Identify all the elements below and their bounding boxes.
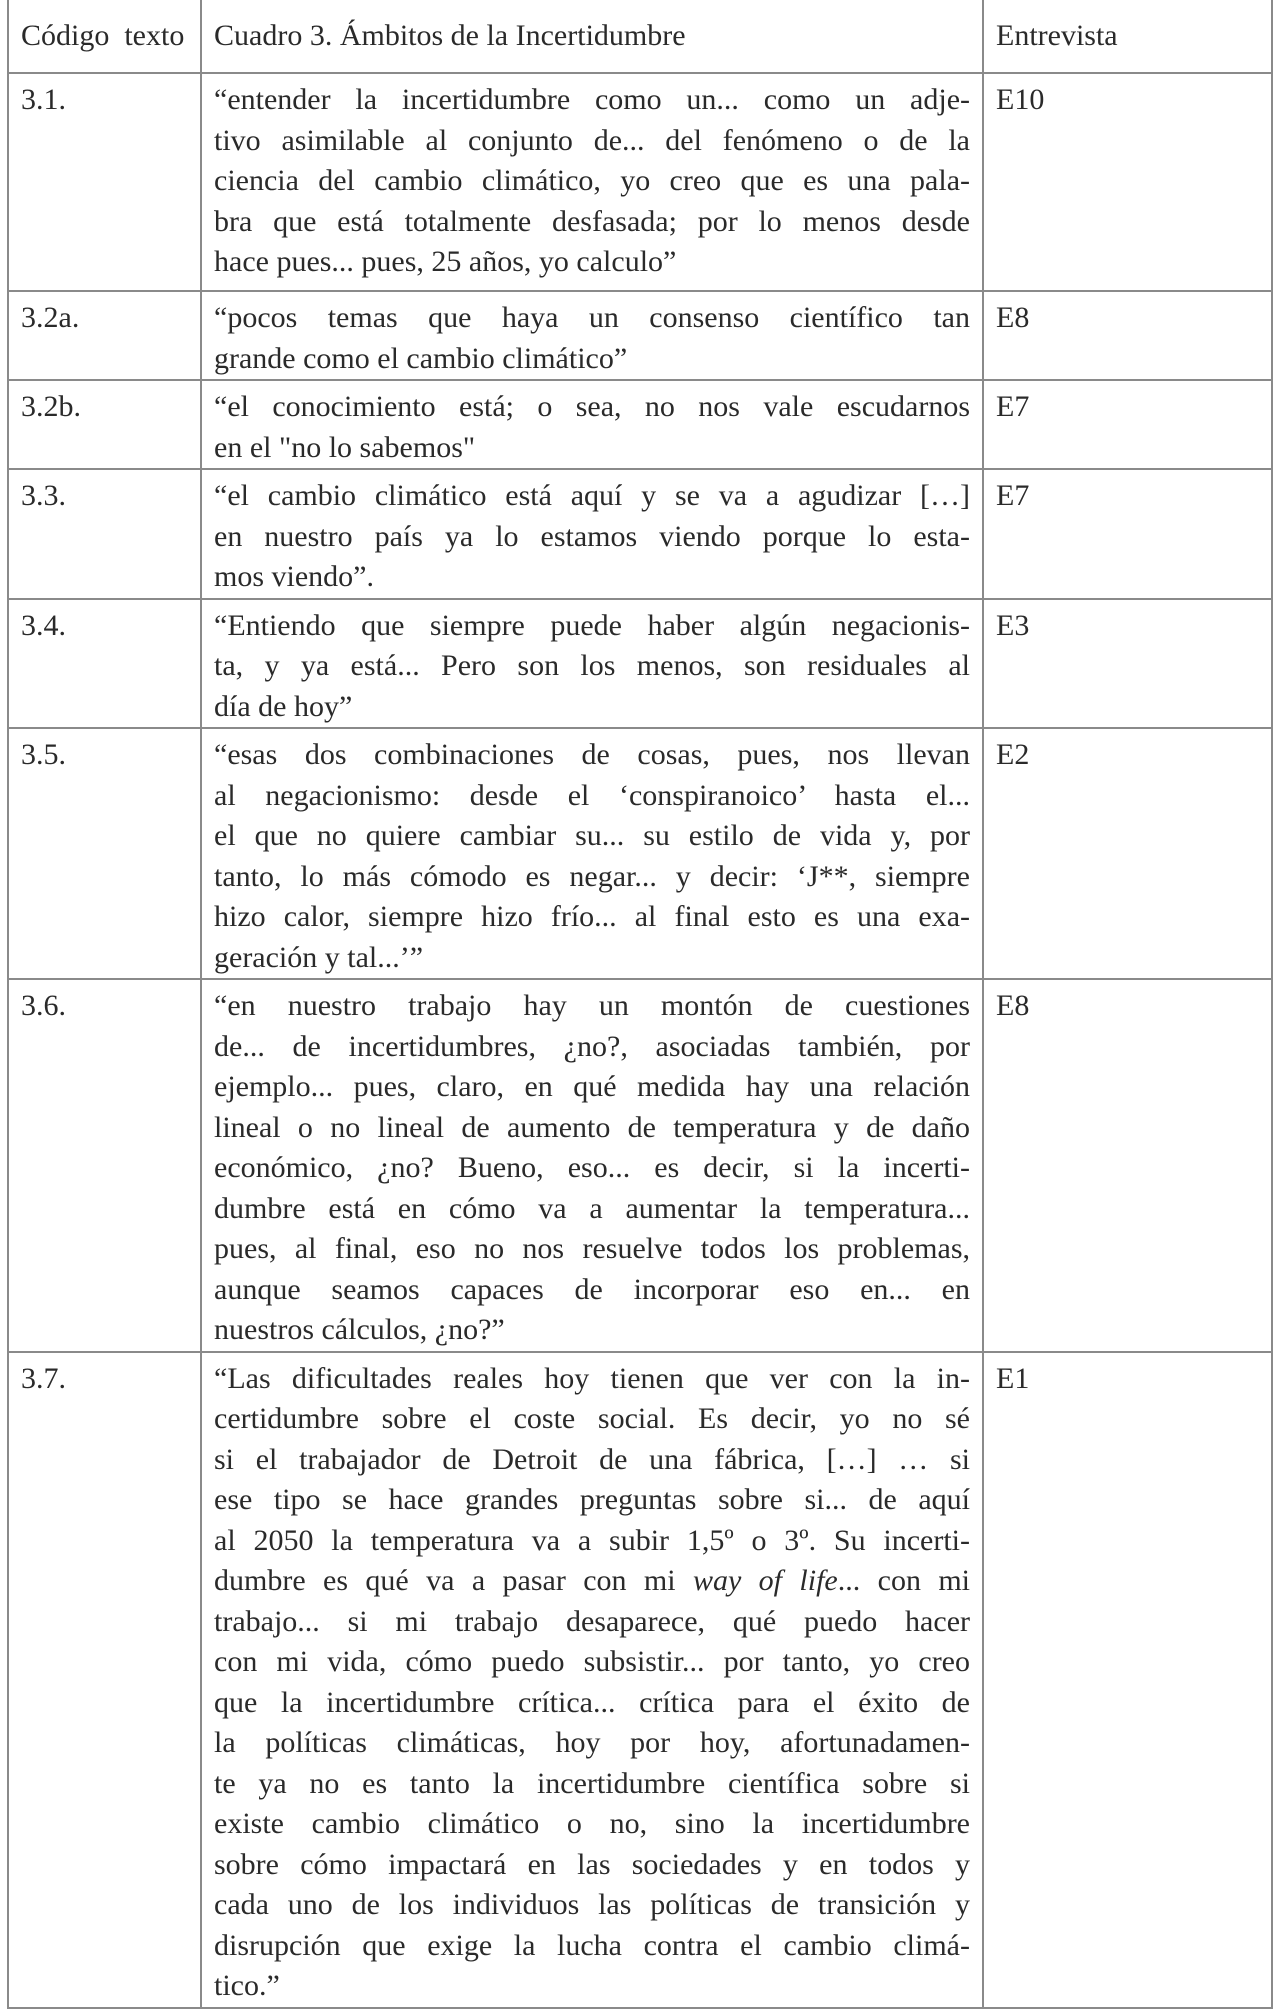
quote-line — [214, 1310, 970, 1351]
table-row — [8, 599, 1272, 729]
table-row — [8, 380, 1272, 469]
quote-text: “en nuestro trabajo hay un montón de cuestiones — [214, 989, 970, 1022]
row-interview: E8 — [983, 291, 1272, 380]
quote-text: “Las dificultades reales hoy tienen que ver con la in- — [214, 1361, 970, 1395]
quote-line — [214, 857, 970, 898]
quote-text: ese tipo se hace grandes preguntas sobre si... de aquí — [214, 1483, 970, 1516]
quote-line — [214, 1108, 970, 1149]
quote-text: tivo asimilable al conjunto de... del fenómeno o de la — [214, 123, 970, 157]
quote-text: hace pues... pues, 25 años, yo calculo” — [214, 245, 677, 278]
quote-text: tico.” — [214, 1969, 280, 2002]
row-code: 3.4. — [8, 599, 201, 729]
quote-line — [214, 80, 970, 121]
quote-line — [214, 161, 970, 202]
quote-text: nuestros cálculos, ¿no?” — [214, 1313, 505, 1346]
quote-line — [214, 428, 970, 469]
quote-text: “esas dos combinaciones de cosas, pues, nos llevan — [214, 738, 970, 771]
quote-line — [214, 298, 970, 339]
row-quote — [201, 599, 983, 729]
quote-text: dumbre es qué va a pasar con mi — [214, 1564, 693, 1597]
quote-text: en nuestro país ya lo estamos viendo porque lo esta- — [214, 519, 970, 553]
quote-text: ... con mi — [837, 1564, 970, 1597]
quote-line — [214, 1804, 970, 1845]
quote-line — [214, 339, 970, 380]
quote-text: bra que está totalmente desfasada; por lo menos desde — [214, 204, 970, 238]
quote-line — [214, 1885, 970, 1926]
quote-line — [214, 1229, 970, 1270]
header-title: Cuadro 3. Ámbitos de la Incertidumbre — [201, 0, 983, 73]
quote-line — [214, 557, 970, 598]
quote-text: ejemplo... pues, claro, en qué medida hay una relación — [214, 1070, 970, 1103]
quote-text: el que no quiere cambiar su... su estilo de vida y, por — [214, 819, 970, 852]
quote-line — [214, 1521, 970, 1562]
quote-text: hizo calor, siempre hizo frío... al final esto es una exa- — [214, 900, 970, 933]
quote-text: en el "no lo sabemos" — [214, 430, 476, 464]
quote-line — [214, 735, 970, 776]
quote-line — [214, 1270, 970, 1311]
quote-line — [214, 1723, 970, 1764]
quote-text: la políticas climáticas, hoy por hoy, afortunadamen- — [214, 1726, 970, 1759]
interview-quotes-table — [7, 0, 1273, 2009]
row-interview: E7 — [983, 469, 1272, 599]
quote-text: de... de incertidumbres, ¿no?, asociadas también, por — [214, 1029, 970, 1063]
quote-line — [214, 202, 970, 243]
row-quote — [201, 1352, 983, 2008]
quote-text: si el trabajador de Detroit de una fábrica, […] … si — [214, 1442, 970, 1476]
row-code: 3.1. — [8, 73, 201, 291]
quote-line — [214, 1561, 970, 1602]
quote-line — [214, 1440, 970, 1481]
quote-line — [214, 121, 970, 162]
row-code: 3.6. — [8, 979, 201, 1352]
row-interview: E1 — [983, 1352, 1272, 2008]
quote-text: aunque seamos capaces de incorporar eso en... en — [214, 1272, 970, 1306]
quote-text: al 2050 la temperatura va a subir 1,5º o 3º. Su incerti- — [214, 1523, 970, 1557]
quote-line — [214, 646, 970, 687]
quote-text: tanto, lo más cómodo es negar... y decir: ‘J**, siempre — [214, 859, 970, 893]
quote-line — [214, 816, 970, 857]
quote-text: “Entiendo que siempre puede haber algún negacionis- — [214, 608, 970, 642]
row-interview: E2 — [983, 728, 1272, 979]
header-interview: Entrevista — [983, 0, 1272, 73]
quote-line — [214, 897, 970, 938]
quote-line — [214, 1189, 970, 1230]
table-header-row — [8, 0, 1272, 73]
table-row — [8, 1352, 1272, 2008]
row-interview: E3 — [983, 599, 1272, 729]
row-code: 3.7. — [8, 1352, 201, 2008]
quote-text: ta, y ya está... Pero son los menos, son residuales al — [214, 649, 970, 682]
row-quote — [201, 291, 983, 380]
quote-line — [214, 938, 970, 979]
quote-line — [214, 387, 970, 428]
quote-line — [214, 1148, 970, 1189]
quote-line — [214, 986, 970, 1027]
row-interview: E8 — [983, 979, 1272, 1352]
row-code: 3.2a. — [8, 291, 201, 380]
quote-line — [214, 1642, 970, 1683]
quote-text: certidumbre sobre el coste social. Es decir, yo no sé — [214, 1402, 970, 1435]
quote-line — [214, 1683, 970, 1724]
quote-line — [214, 1480, 970, 1521]
quote-text: trabajo... si mi trabajo desaparece, qué puedo hacer — [214, 1604, 970, 1638]
quote-text: existe cambio climático o no, sino la incertidumbre — [214, 1807, 970, 1840]
quote-text: disrupción que exige la lucha contra el cambio climá- — [214, 1928, 970, 1962]
table-row — [8, 291, 1272, 380]
quote-line — [214, 476, 970, 517]
quote-line — [214, 776, 970, 817]
quote-line — [214, 1399, 970, 1440]
quote-text: mos viendo”. — [214, 560, 374, 593]
quote-text: con mi vida, cómo puedo subsistir... por tanto, yo creo — [214, 1645, 970, 1678]
quote-line — [214, 1027, 970, 1068]
table-row — [8, 728, 1272, 979]
quote-text: lineal o no lineal de aumento de temperatura y de daño — [214, 1110, 970, 1144]
row-quote — [201, 73, 983, 291]
table-row — [8, 73, 1272, 291]
quote-text: sobre cómo impactará en las sociedades y en todos y — [214, 1847, 970, 1881]
quote-text: cada uno de los individuos las políticas de transición y — [214, 1888, 970, 1921]
quote-line — [214, 1764, 970, 1805]
quote-text: “pocos temas que haya un consenso científico tan — [214, 301, 970, 334]
row-quote — [201, 979, 983, 1352]
quote-line — [214, 1067, 970, 1108]
quote-text: económico, ¿no? Bueno, eso... es decir, si la incerti- — [214, 1151, 970, 1184]
quote-text: que la incertidumbre crítica... crítica para el éxito de — [214, 1685, 970, 1719]
row-interview: E7 — [983, 380, 1272, 469]
row-code: 3.5. — [8, 728, 201, 979]
quote-text: te ya no es tanto la incertidumbre científica sobre si — [214, 1766, 970, 1800]
row-code: 3.2b. — [8, 380, 201, 469]
row-quote — [201, 728, 983, 979]
quote-line — [214, 606, 970, 647]
quote-text: “el cambio climático está aquí y se va a agudizar […] — [214, 479, 970, 512]
quote-text: ciencia del cambio climático, yo creo que es una pala- — [214, 164, 970, 197]
quote-text: pues, al final, eso no nos resuelve todos los problemas, — [214, 1232, 970, 1265]
table-row — [8, 469, 1272, 599]
table-row — [8, 979, 1272, 1352]
quote-line — [214, 517, 970, 558]
quote-line — [214, 1359, 970, 1400]
quote-line — [214, 1845, 970, 1886]
row-interview: E10 — [983, 73, 1272, 291]
quote-italic-text: way of life — [692, 1564, 838, 1597]
row-code: 3.3. — [8, 469, 201, 599]
row-quote — [201, 469, 983, 599]
quote-line — [214, 1926, 970, 1967]
quote-line — [214, 687, 970, 728]
quote-text: “entender la incertidumbre como un... como un adje- — [214, 83, 970, 116]
quote-text: día de hoy” — [214, 689, 353, 723]
quote-text: dumbre está en cómo va a aumentar la temperatura... — [214, 1191, 970, 1225]
quote-text: grande como el cambio climático” — [214, 341, 628, 375]
header-code: Código texto — [8, 0, 201, 73]
quote-line — [214, 242, 970, 283]
quote-line — [214, 1966, 970, 2007]
quote-text: “el conocimiento está; o sea, no nos vale escudarnos — [214, 390, 970, 423]
row-quote — [201, 380, 983, 469]
quote-text: al negacionismo: desde el ‘conspiranoico’ hasta el... — [214, 778, 970, 812]
quote-line — [214, 1602, 970, 1643]
quote-text: geración y tal...’” — [214, 940, 424, 974]
